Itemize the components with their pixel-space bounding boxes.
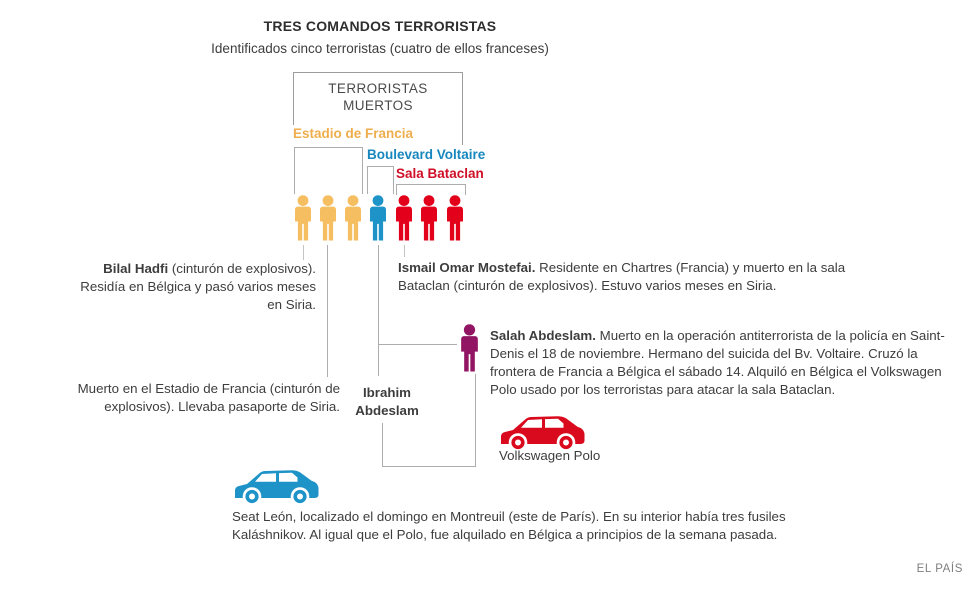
leader-line-estadio-note	[327, 245, 328, 377]
polo-car-icon	[497, 409, 587, 451]
terrorist-figure-bataclan-1	[393, 195, 415, 241]
terrorist-figure-voltaire	[367, 195, 389, 241]
leader-line-ibrahim	[378, 245, 379, 376]
bracket-voltaire	[367, 166, 394, 194]
terroristas-muertos-box	[293, 72, 463, 114]
terrorist-figure-bataclan-3	[444, 195, 466, 241]
u-connector-left	[382, 423, 383, 466]
leader-line-ismail	[404, 245, 405, 257]
publisher-credit: EL PAÍS	[916, 563, 963, 575]
box-left-edge	[293, 73, 294, 125]
group-label-voltaire: Boulevard Voltaire	[367, 147, 486, 162]
annotation-bilal	[78, 260, 316, 314]
polo-label: Volkswagen Polo	[499, 448, 601, 463]
page-title: TRES COMANDOS TERRORISTAS	[263, 18, 497, 34]
bracket-bataclan	[396, 184, 466, 195]
group-label-bataclan: Sala Bataclan	[396, 166, 484, 181]
leader-line-bilal	[303, 245, 304, 260]
u-connector-right	[475, 374, 476, 466]
ismail-text: Residente en Chartres (Francia) y muerto en la sala Bataclan (cinturón de explosivos). Estuvo varios meses en Siria.	[398, 260, 846, 293]
group-label-estadio: Estadio de Francia	[293, 126, 414, 141]
box-right-edge	[462, 73, 463, 145]
terrorist-figure-estadio-1	[292, 195, 314, 241]
box-label: TERRORISTAS MUERTOS	[328, 81, 428, 113]
terrorist-figure-estadio-2	[317, 195, 339, 241]
annotation-ismail	[398, 259, 850, 295]
ibrahim-label: Ibrahim Abdeslam	[355, 385, 419, 418]
terrorist-figure-bataclan-2	[418, 195, 440, 241]
salah-text: Muerto en la operación antiterrorista de la policía en Saint-Denis el 18 de noviembre. Hermano del suicida del Bv. Voltaire. Cruzó la frontera de Francia a Bélgica el sábado 14. Alquiló en Bélgica el Volkswagen Polo usado por los terroristas para atacar la sala Bataclan.	[490, 328, 945, 397]
salah-figure	[458, 324, 481, 372]
branch-line-salah	[379, 344, 457, 345]
bilal-name: Bilal Hadfi	[103, 261, 169, 276]
page-subtitle: Identificados cinco terroristas (cuatro de ellos franceses)	[211, 41, 549, 56]
terrorist-figure-estadio-3	[342, 195, 364, 241]
header	[80, 18, 680, 56]
annotation-estadio-note: Muerto en el Estadio de Francia (cinturón de explosivos). Llevaba pasaporte de Siria.	[77, 381, 340, 414]
annotation-seat: Seat León, localizado el domingo en Montreuil (este de París). En su interior había tres fusiles Kaláshnikov. Al igual que el Polo, fue alquilado en Bélgica a principios de la semana pasada.	[232, 509, 786, 542]
bilal-text: (cinturón de explosivos). Residía en Bélgica y pasó varios meses en Siria.	[80, 261, 316, 312]
bracket-estadio	[294, 147, 363, 194]
u-connector-bottom	[382, 466, 476, 467]
salah-name: Salah Abdeslam.	[490, 328, 596, 343]
ismail-name: Ismail Omar Mostefai.	[398, 260, 536, 275]
seat-car-icon	[231, 463, 321, 505]
annotation-salah	[490, 327, 952, 399]
